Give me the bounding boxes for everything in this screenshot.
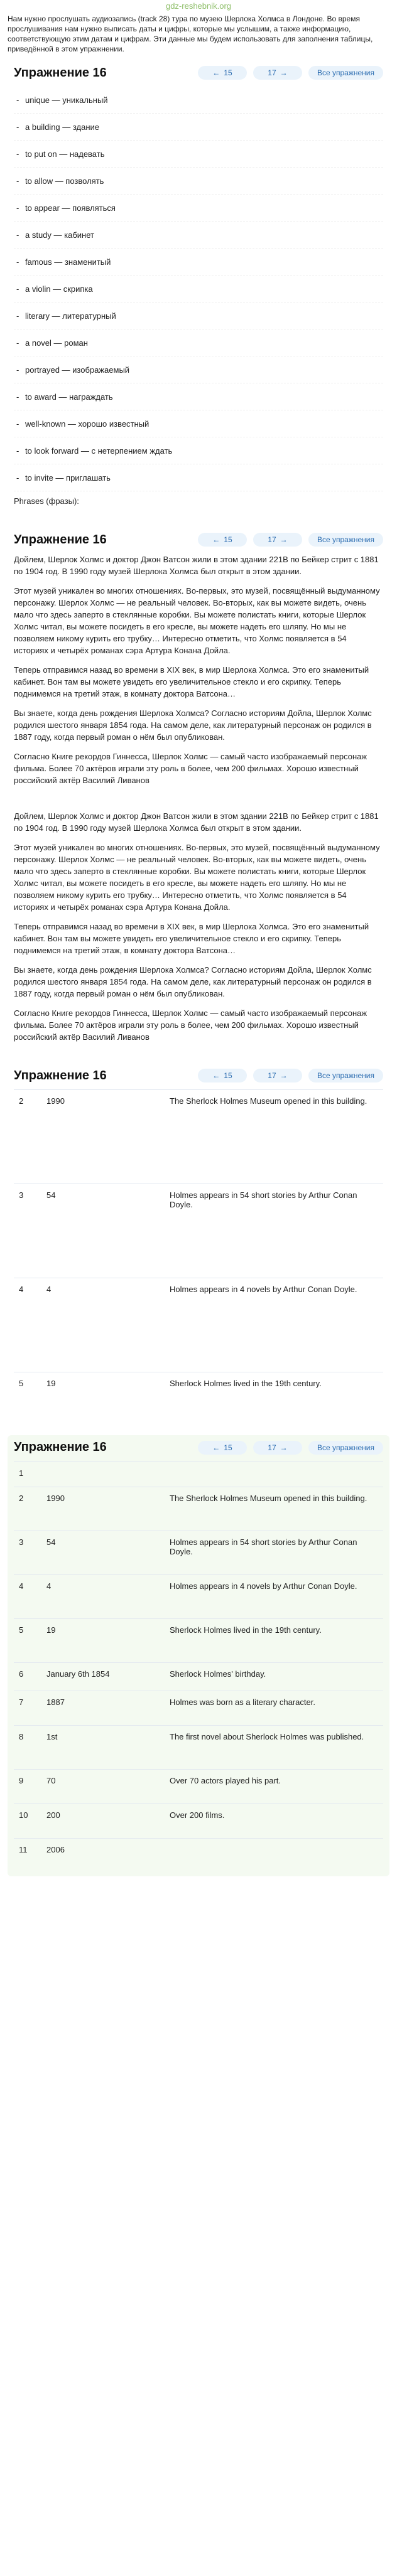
section-header — [14, 1439, 383, 1456]
next-exercise-button[interactable]: 17 → — [253, 1441, 302, 1455]
arrow-left-icon: ← — [212, 1071, 220, 1080]
exercise-nav — [198, 1441, 383, 1455]
section-title: Упражнение 16 — [14, 1440, 107, 1454]
list-item: - a building — здание — [14, 114, 383, 141]
exercise-table-section — [8, 1063, 389, 1426]
translation-paragraph: Вы знаете, когда день рождения Шерлока Холмса? Согласно историям Дойла, Шерлок Холмс родился шестого января 1854 года. На самом деле, как литературный персонаж он родился в 1887 году, когда первый роман о нём был опубликован. — [14, 708, 372, 742]
translation-paragraph: Согласно Книге рекордов Гиннесса, Шерлок Холмс — самый часто изображаемый персонаж фильма. Более 70 актёров играли эту роль в более, чем 200 фильмах. Хорошо известный российский актёр Василий Ливанов — [14, 1008, 367, 1042]
list-item: - to look forward — с нетерпением ждать — [14, 437, 383, 464]
exercise-table-full-section — [8, 1435, 389, 1877]
section-title: Упражнение 16 — [14, 532, 107, 547]
table-row: 5 19 Sherlock Holmes lived in the 19th century. — [14, 1618, 383, 1662]
arrow-left-icon: ← — [212, 68, 220, 77]
list-item: - famous — знаменитый — [14, 249, 383, 275]
all-exercises-button[interactable]: Все упражнения — [308, 66, 383, 80]
prev-exercise-button[interactable]: ← 15 — [198, 533, 247, 547]
list-item: - a novel — роман — [14, 329, 383, 356]
vocab-list — [14, 87, 383, 491]
all-exercises-button[interactable]: Все упражнения — [308, 533, 383, 547]
table-row: 4 4 Holmes appears in 4 novels by Arthur Conan Doyle. — [14, 1574, 383, 1618]
next-exercise-button[interactable]: 17 → — [253, 66, 302, 80]
table-row: 5 19 Sherlock Holmes lived in the 19th century. — [14, 1372, 383, 1423]
exercise-vocab-section — [8, 60, 389, 518]
exercise-translation-section — [8, 527, 389, 798]
exercise-translation-bold-section — [8, 806, 389, 1054]
list-item: - a study — кабинет — [14, 222, 383, 249]
translation-paragraph: Дойлем, Шерлок Холмс и доктор Джон Ватсон жили в этом здании 221B по Бейкер стрит с 1881 по 1904 год. В 1990 году музей Шерлока Холмса был открыт в этом здании. — [14, 555, 379, 576]
exercise-nav — [198, 533, 383, 547]
list-item: - to invite — приглашать — [14, 464, 383, 491]
table-row: 6 January 6th 1854 Sherlock Holmes' birthday. — [14, 1662, 383, 1691]
exercise-nav — [198, 1069, 383, 1082]
table-row: 2 1990 The Sherlock Holmes Museum opened in this building. — [14, 1090, 383, 1184]
section-header — [14, 64, 383, 82]
all-exercises-button[interactable]: Все упражнения — [308, 1069, 383, 1082]
arrow-left-icon: ← — [212, 535, 220, 544]
arrow-right-icon: → — [280, 1443, 288, 1452]
arrow-right-icon: → — [280, 68, 288, 77]
list-item: - a violin — скрипка — [14, 275, 383, 302]
arrow-left-icon: ← — [212, 1443, 220, 1452]
prev-exercise-button[interactable]: ← 15 — [198, 66, 247, 80]
table-row: 3 54 Holmes appears in 54 short stories by Arthur Conan Doyle. — [14, 1184, 383, 1278]
next-exercise-button[interactable]: 17 → — [253, 1069, 302, 1082]
list-item: - well-known — хорошо известный — [14, 410, 383, 437]
all-exercises-button[interactable]: Все упражнения — [308, 1441, 383, 1455]
list-item: - to award — награждать — [14, 383, 383, 410]
translation-paragraph: Теперь отправимся назад во времени в XIX век, в мир Шерлока Холмса. Это его знаменитый кабинет. Вон там вы можете увидеть его увеличительное стекло и его скрипку. Теперь поднимемся на третий этаж, в комнату доктора Ватсона… — [14, 665, 369, 698]
exercise-nav — [198, 66, 383, 80]
table-row: 10 200 Over 200 films. — [14, 1804, 383, 1838]
table-row: 4 4 Holmes appears in 4 novels by Arthur Conan Doyle. — [14, 1278, 383, 1372]
table-row: 2 1990 The Sherlock Holmes Museum opened in this building. — [14, 1487, 383, 1531]
arrow-right-icon: → — [280, 1071, 288, 1080]
table-row: 8 1st The first novel about Sherlock Holmes was published. — [14, 1725, 383, 1769]
section-title: Упражнение 16 — [14, 65, 107, 80]
translation-paragraph: Этот музей уникален во многих отношениях. Во-первых, это музей, посвящённый выдуманному персонажу. Шерлок Холмс — не реальный человек. Во-вторых, как вы можете видеть, очень мало что здесь заперто в стеклянные коробки. Вы можете полистать книги, которые Шерлок Холмс читал, вы можете посидеть в его кресле, вы можете надеть его шляпу. Но мы не позволяем никому курить его трубку… Интересно отметить, что Холмс появляется в 54 историях и четырёх романах сэра Артура Конана Дойла. — [14, 586, 380, 655]
main-content — [0, 14, 397, 1876]
list-item: - to put on — надевать — [14, 141, 383, 168]
facts-table-full — [14, 1462, 383, 1873]
translation-paragraph: Вы знаете, когда день рождения Шерлока Холмса? Согласно историям Дойла, Шерлок Холмс родился шестого января 1854 года. На самом деле, как литературный персонаж он родился в 1887 году, когда первый роман о нём был опубликован. — [14, 965, 372, 998]
table-row: 9 70 Over 70 actors played his part. — [14, 1769, 383, 1804]
phrases-label: Phrases (фразы): — [14, 496, 79, 506]
section-header — [14, 1067, 383, 1084]
table-row: 11 2006 — [14, 1838, 383, 1873]
section-header — [14, 531, 383, 548]
list-item: - unique — уникальный — [14, 87, 383, 114]
prev-exercise-button[interactable]: ← 15 — [198, 1069, 247, 1082]
list-item: - to appear — появляться — [14, 195, 383, 222]
translation-paragraph: Этот музей уникален во многих отношениях. Во-первых, это музей, посвящённый выдуманному персонажу. Шерлок Холмс — не реальный человек. Во-вторых, как вы можете видеть, очень мало что здесь заперто в стеклянные коробки. Вы можете полистать книги, которые Шерлок Холмс читал, вы можете посидеть в его кресле, вы можете надеть его шляпу. Но мы не позволяем никому курить его трубку… Интересно отметить, что Холмс появляется в 54 историях и четырёх романах сэра Артура Конана Дойла. — [14, 843, 380, 912]
intro-text: Нам нужно прослушать аудиозапись (track 28) тура по музею Шерлока Холмса в Лондоне. Во время прослушивания нам нужно выписать даты и цифры, которые мы услышим, а также информацию, соответствующую этим датам и цифрам. Эти данные мы будем использовать для заполнения таблицы, приведённой в этом упражнении. — [8, 14, 373, 53]
translation-paragraph: Согласно Книге рекордов Гиннесса, Шерлок Холмс — самый часто изображаемый персонаж фильма. Более 70 актёров играли эту роль в более, чем 200 фильмах. Хорошо известный российский актёр Василий Ливанов — [14, 752, 367, 785]
facts-table — [14, 1089, 383, 1423]
section-title: Упражнение 16 — [14, 1068, 107, 1082]
table-row: 1 — [14, 1462, 383, 1487]
next-exercise-button[interactable]: 17 → — [253, 533, 302, 547]
list-item: - to allow — позволять — [14, 168, 383, 195]
list-item: - literary — литературный — [14, 302, 383, 329]
table-row: 7 1887 Holmes was born as a literary character. — [14, 1691, 383, 1725]
table-row: 3 54 Holmes appears in 54 short stories by Arthur Conan Doyle. — [14, 1531, 383, 1574]
site-watermark: gdz-reshebnik.org — [165, 1, 232, 11]
arrow-right-icon: → — [280, 535, 288, 544]
translation-paragraph: Дойлем, Шерлок Холмс и доктор Джон Ватсон жили в этом здании 221B по Бейкер стрит с 1881 по 1904 год. В 1990 году музей Шерлока Холмса был открыт в этом здании. — [14, 811, 379, 833]
translation-paragraph: Теперь отправимся назад во времени в XIX век, в мир Шерлока Холмса. Это его знаменитый кабинет. Вон там вы можете увидеть его увеличительное стекло и его скрипку. Теперь поднимемся на третий этаж, в комнату доктора Ватсона… — [14, 922, 369, 955]
prev-exercise-button[interactable]: ← 15 — [198, 1441, 247, 1455]
list-item: - portrayed — изображаемый — [14, 356, 383, 383]
